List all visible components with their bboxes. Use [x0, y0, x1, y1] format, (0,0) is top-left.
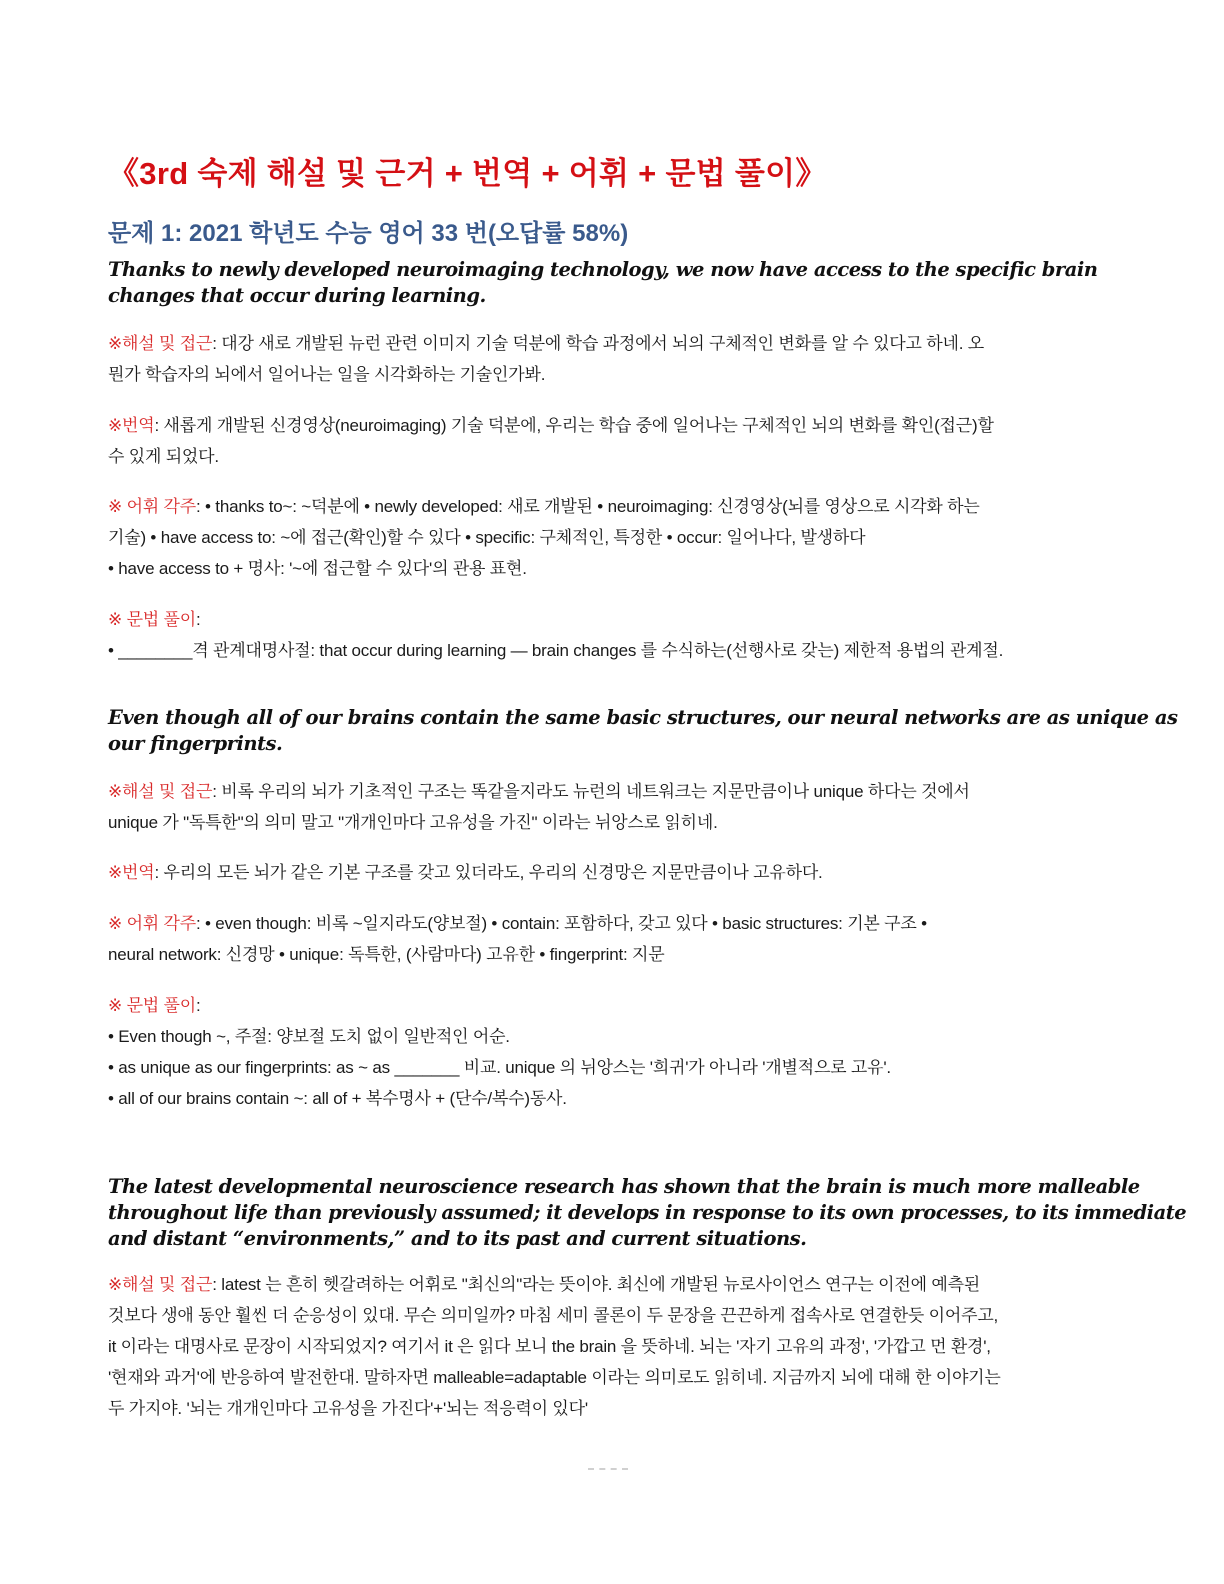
sentence-line: and distant “environments,” and to its past and current situations. [108, 1227, 807, 1250]
analysis-label: ※해설 및 접근 [108, 334, 213, 353]
grammar-text: • as unique as our fingerprints: as ~ as _______ 비교. unique 의 뉘앙스는 '희귀'가 아니라 '개별적으로 고유'. [108, 1058, 891, 1077]
analysis-text: '현재와 과거'에 반응하여 발전한대. 말하자면 malleable=adaptable 이라는 의미로도 읽히네. 지금까지 뇌에 대해 한 이야기는 [108, 1368, 1001, 1387]
translation-block-1 [108, 410, 1108, 472]
analysis-text: 뭔가 학습자의 뇌에서 일어나는 일을 시각화하는 기술인가봐. [108, 365, 546, 384]
vocabulary-label: ※ 어휘 각주 [108, 497, 196, 516]
grammar-label: ※ 문법 풀이 [108, 610, 196, 629]
sentence-line: throughout life than previously assumed; it develops in response to its own processes, to its immediate [108, 1201, 1187, 1224]
vocabulary-text: : • thanks to~: ~덕분에 • newly developed: 새로 개발된 • neuroimaging: 신경영상(뇌를 영상으로 시각화 하는 [195, 497, 980, 516]
grammar-text: • all of our brains contain ~: all of + 복수명사 + (단수/복수)동사. [108, 1089, 567, 1108]
translation-text: : 새롭게 개발된 신경영상(neuroimaging) 기술 덕분에, 우리는 학습 중에 일어나는 구체적인 뇌의 변화를 확인(접근)할 [154, 416, 994, 435]
sentence-line: Even though all of our brains contain the same basic structures, our neural networks are as unique as [108, 706, 1178, 729]
sentence-line: The latest developmental neuroscience research has shown that the brain is much more malleable [108, 1175, 1140, 1198]
english-sentence-3 [108, 1174, 1187, 1252]
grammar-block-1: ※ 문법 풀이: • ________격 관계대명사절: that occur during learning — brain changes 를 수식하는(선행사로 갖는) 제한적 용법의 관계절. [108, 604, 1108, 666]
grammar-block-2: ※ 문법 풀이: • Even though ~, 주절: 양보절 도치 없이 일반적인 어순. • as unique as our fingerprints: as ~ as _______ 비교. unique 의 뉘앙스는 '희귀'가 아니라 '개별적으로 고유'. • all of our brains contain ~: all of + 복수명사 + (단수/복수)동사. [108, 990, 1108, 1114]
vocabulary-text: • have access to + 명사: '~에 접근할 수 있다'의 관용 표현. [108, 559, 527, 578]
vocabulary-text: : • even though: 비록 ~일지라도(양보절) • contain: 포함하다, 갖고 있다 • basic structures: 기본 구조 • [195, 914, 927, 933]
translation-block-2 [108, 857, 1108, 888]
english-sentence-1 [108, 257, 1108, 309]
translation-text: : 우리의 모든 뇌가 같은 기본 구조를 갖고 있더라도, 우리의 신경망은 지문만큼이나 고유하다. [154, 863, 823, 882]
sentence-line: changes that occur during learning. [108, 284, 486, 307]
translation-text: 수 있게 되었다. [108, 447, 219, 466]
analysis-text: it 이라는 대명사로 문장이 시작되었지? 여기서 it 은 읽다 보니 the brain 을 뜻하네. 뇌는 '자기 고유의 과정', '가깝고 먼 환경', [108, 1337, 991, 1356]
analysis-text: 두 가지야. '뇌는 개개인마다 고유성을 가진다'+'뇌는 적응력이 있다' [108, 1399, 588, 1418]
analysis-block-1 [108, 328, 1108, 390]
grammar-text: • Even though ~, 주절: 양보절 도치 없이 일반적인 어순. [108, 1027, 510, 1046]
sentence-line: our fingerprints. [108, 732, 283, 755]
vocabulary-label: ※ 어휘 각주 [108, 914, 196, 933]
english-sentence-2 [108, 705, 1178, 757]
vocabulary-text: neural network: 신경망 • unique: 독특한, (사람마다) 고유한 • fingerprint: 지문 [108, 945, 665, 964]
analysis-label: ※해설 및 접근 [108, 782, 213, 801]
analysis-block-3 [108, 1269, 1108, 1424]
analysis-text: : 비록 우리의 뇌가 기초적인 구조는 똑같을지라도 뉴런의 네트워크는 지문만큼이나 unique 하다는 것에서 [212, 782, 970, 801]
translation-label: ※번역 [108, 416, 155, 435]
analysis-text: : latest 는 흔히 헷갈려하는 어휘로 "최신의"라는 뜻이야. 최신에 개발된 뉴로사이언스 연구는 이전에 예측된 [212, 1275, 981, 1294]
analysis-text: unique 가 "독특한"의 의미 말고 "개개인마다 고유성을 가진" 이라는 뉘앙스로 읽히네. [108, 813, 718, 832]
sentence-line: Thanks to newly developed neuroimaging technology, we now have access to the specific brain [108, 258, 1098, 281]
vocabulary-block-2 [108, 908, 1108, 970]
page-break-marker [588, 1468, 628, 1472]
problem-heading: 문제 1: 2021 학년도 수능 영어 33 번(오답률 58%) [108, 220, 629, 247]
vocabulary-block-1 [108, 491, 1108, 584]
analysis-label: ※해설 및 접근 [108, 1275, 213, 1294]
grammar-label: ※ 문법 풀이 [108, 996, 196, 1015]
page-title: 《3rd 숙제 해설 및 근거 + 번역 + 어휘 + 문법 풀이》 [108, 156, 827, 191]
analysis-text: : 대강 새로 개발된 뉴런 관련 이미지 기술 덕분에 학습 과정에서 뇌의 구체적인 변화를 알 수 있다고 하네. 오 [212, 334, 984, 353]
translation-label: ※번역 [108, 863, 155, 882]
analysis-block-2 [108, 776, 1108, 838]
analysis-text: 것보다 생애 동안 훨씬 더 순응성이 있대. 무슨 의미일까? 마침 세미 콜론이 두 문장을 끈끈하게 접속사로 연결한듯 이어주고, [108, 1306, 999, 1325]
grammar-text: • ________격 관계대명사절: that occur during learning — brain changes 를 수식하는(선행사로 갖는) 제한적 용법의 관계절. [108, 641, 1004, 660]
vocabulary-text: 기술) • have access to: ~에 접근(확인)할 수 있다 • specific: 구체적인, 특정한 • occur: 일어나다, 발생하다 [108, 528, 866, 547]
